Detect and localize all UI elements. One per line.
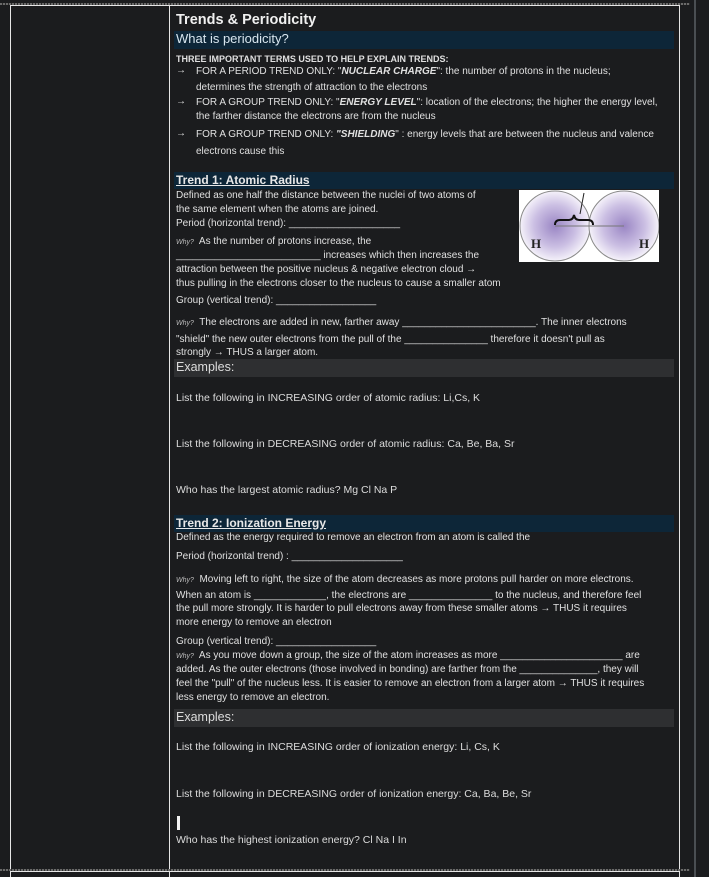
trend2-why1-line2: When an atom is _____________, the electrons are _______________ to the nucleus, and therefore feel xyxy=(176,590,642,601)
arrow-bullet-icon: → xyxy=(176,96,186,107)
term-energy-level: FOR A GROUP TREND ONLY: "ENERGY LEVEL": location of the electrons; the higher the energy level, xyxy=(196,97,658,108)
table-left-border xyxy=(10,5,11,877)
trend1-why1-line1: Why? As the number of protons increase, the xyxy=(176,236,372,247)
trend1-examples-heading: Examples: xyxy=(176,360,235,374)
terms-heading: THREE IMPORTANT TERMS USED TO HELP EXPLAIN TRENDS: xyxy=(176,54,449,64)
right-atom-label: H xyxy=(639,236,650,251)
trend1-why1-line4: thus pulling in the electrons closer to the nucleus to cause a smaller atom xyxy=(176,278,501,289)
trend1-why2-line1: Why? The electrons are added in new, farther away ________________________. The inner electrons xyxy=(176,317,627,328)
trend2-heading: Trend 2: Ionization Energy xyxy=(176,516,327,530)
table-top-border xyxy=(10,5,680,6)
subtitle-band xyxy=(174,31,674,49)
trend1-question-3: Who has the largest atomic radius? Mg Cl Na P xyxy=(176,484,398,496)
trend1-definition-line2: the same element when the atoms are joined. xyxy=(176,204,379,215)
bottom-page-border xyxy=(0,869,690,871)
trend1-why1-line2: __________________________ increases which then increases the xyxy=(176,250,480,261)
trend1-definition-line1: Defined as one half the distance between the nuclei of two atoms of xyxy=(176,190,476,201)
trend2-why1-line3: the pull more strongly. It is harder to pull electrons away from these smaller atoms → THUS it requires xyxy=(176,603,627,614)
trend1-why2-line2: "shield" the new outer electrons from the pull of the _______________ therefore it doesn't pull as xyxy=(176,334,605,345)
table-right-border xyxy=(679,5,680,877)
trend1-why1-line3: attraction between the positive nucleus & negative electron cloud → xyxy=(176,264,477,275)
arrow-bullet-icon: → xyxy=(176,128,186,139)
table-bottom-border xyxy=(10,871,680,872)
term-shielding: FOR A GROUP TREND ONLY: "SHIELDING" : energy levels that are between the nucleus and valence xyxy=(196,129,654,140)
trend2-examples-band xyxy=(174,709,674,727)
trend1-why2-line3: strongly → THUS a larger atom. xyxy=(176,347,319,358)
term-nuclear-charge-line2: determines the strength of attraction to the electrons xyxy=(196,82,428,93)
trend1-question-1: List the following in INCREASING order of atomic radius: Li,Cs, K xyxy=(176,392,481,404)
trend2-question-3: Who has the highest ionization energy? Cl Na I In xyxy=(176,834,407,846)
left-atom-label: H xyxy=(531,236,542,251)
trend2-period-label: Period (horizontal trend) : ____________________ xyxy=(176,551,403,562)
trend2-question-1: List the following in INCREASING order of ionization energy: Li, Cs, K xyxy=(176,741,500,753)
trend2-why2-line2: added. As the outer electrons (those involved in bonding) are farther from the ______________, they will xyxy=(176,664,639,675)
table-column-divider xyxy=(169,5,170,877)
trend2-why2-line3: feel the "pull" of the nucleus less. It is easier to remove an electron from a larger atom → THUS it requires xyxy=(176,678,645,689)
trend1-question-2: List the following in DECREASING order of atomic radius: Ca, Be, Ba, Sr xyxy=(176,438,515,450)
trend2-why1-line4: more energy to remove an electron xyxy=(176,617,332,628)
term-energy-level-line2: the farther distance the electrons are from the nucleus xyxy=(196,111,436,122)
trend1-heading-band xyxy=(174,172,674,189)
subtitle: What is periodicity? xyxy=(176,31,289,46)
trend2-definition: Defined as the energy required to remove an electron from an atom is called the xyxy=(176,532,531,543)
trend2-why1-line1: Why? Moving left to right, the size of the atom decreases as more protons pull harder on more electrons. xyxy=(176,574,634,585)
arrow-bullet-icon: → xyxy=(176,65,186,76)
trend2-why2-line4: less energy to remove an electron. xyxy=(176,692,330,703)
term-nuclear-charge: FOR A PERIOD TREND ONLY: "NUCLEAR CHARGE": the number of protons in the nucleus; xyxy=(196,66,611,77)
text-cursor[interactable] xyxy=(177,816,180,830)
trend1-heading: Trend 1: Atomic Radius xyxy=(176,173,310,187)
term-shielding-line2: electrons cause this xyxy=(196,146,285,157)
trend2-heading-band xyxy=(174,515,674,532)
trend1-period-label: Period (horizontal trend): ____________________ xyxy=(176,218,401,229)
trend1-examples-band xyxy=(174,359,674,377)
trend2-why2-line1: Why? As you move down a group, the size of the atom increases as more ______________________ are xyxy=(176,650,640,661)
atom-diagram-svg xyxy=(519,190,659,262)
page-title: Trends & Periodicity xyxy=(176,12,317,28)
trend2-question-2: List the following in DECREASING order of ionization energy: Ca, Ba, Be, Sr xyxy=(176,788,532,800)
hydrogen-atomic-radius-diagram xyxy=(519,190,659,262)
page-edge xyxy=(694,0,696,877)
trend2-group-label: Group (vertical trend): __________________ xyxy=(176,636,377,647)
trend1-group-label: Group (vertical trend): __________________ xyxy=(176,295,377,306)
trend2-examples-heading: Examples: xyxy=(176,710,235,724)
